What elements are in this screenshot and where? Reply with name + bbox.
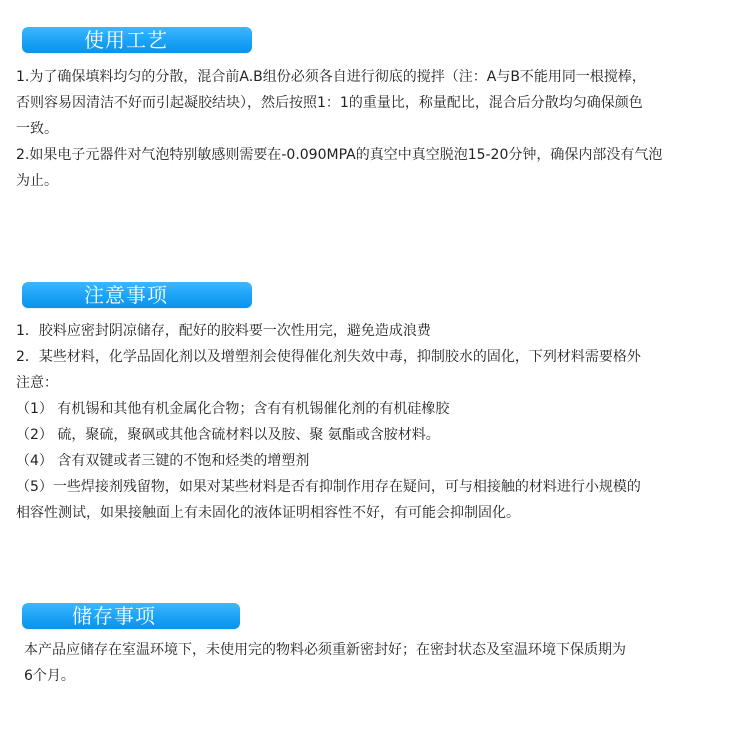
section-title-storage: 储存事项 bbox=[72, 604, 156, 628]
section-title-usage: 使用工艺 bbox=[84, 28, 168, 52]
usage-line-2: 否则容易因清洁不好而引起凝胶结块），然后按照1：1的重量比，称量配比，混合后分散均匀确保颜色 bbox=[16, 95, 643, 111]
usage-line-5: 为止。 bbox=[16, 173, 58, 189]
usage-line-3: 一致。 bbox=[16, 121, 58, 137]
section-title-notes: 注意事项 bbox=[84, 283, 168, 307]
usage-line-1: 1.为了确保填料均匀的分散，混合前A.B组份必须各自进行彻底的搅拌（注：A与B不能用同一根搅棒， bbox=[16, 69, 646, 85]
notes-line-5: （2） 硫，聚硫，聚砜或其他含硫材料以及胺、聚 氨酯或含胺材料。 bbox=[16, 427, 440, 443]
usage-line-4: 2.如果电子元器件对气泡特别敏感则需要在-0.090MPA的真空中真空脱泡15-20分钟，确保内部没有气泡 bbox=[16, 147, 663, 163]
notes-line-7: （5）一些焊接剂残留物，如果对某些材料是否有抑制作用存在疑问，可与相接触的材料进行小规模的 bbox=[16, 479, 641, 495]
notes-line-1: 1．胶料应密封阴凉储存，配好的胶料要一次性用完，避免造成浪费 bbox=[16, 323, 431, 339]
section-header-usage bbox=[22, 27, 252, 53]
storage-line-2: 6个月。 bbox=[24, 668, 75, 684]
notes-line-3: 注意： bbox=[16, 375, 58, 391]
notes-line-6: （4） 含有双键或者三键的不饱和烃类的增塑剂 bbox=[16, 453, 310, 469]
section-body-usage bbox=[16, 64, 742, 194]
storage-line-1: 本产品应储存在室温环境下，未使用完的物料必须重新密封好；在密封状态及室温环境下保质期为 bbox=[24, 642, 626, 658]
section-header-notes bbox=[22, 282, 252, 308]
notes-line-4: （1） 有机锡和其他有机金属化合物；含有有机锡催化剂的有机硅橡胶 bbox=[16, 401, 450, 417]
section-header-storage bbox=[22, 603, 240, 629]
notes-line-2: 2．某些材料，化学品固化剂以及增塑剂会使得催化剂失效中毒，抑制胶水的固化，下列材料需要格外 bbox=[16, 349, 641, 365]
notes-line-8: 相容性测试，如果接触面上有未固化的液体证明相容性不好，有可能会抑制固化。 bbox=[16, 505, 520, 521]
section-body-notes bbox=[16, 318, 742, 526]
section-body-storage bbox=[24, 637, 742, 689]
